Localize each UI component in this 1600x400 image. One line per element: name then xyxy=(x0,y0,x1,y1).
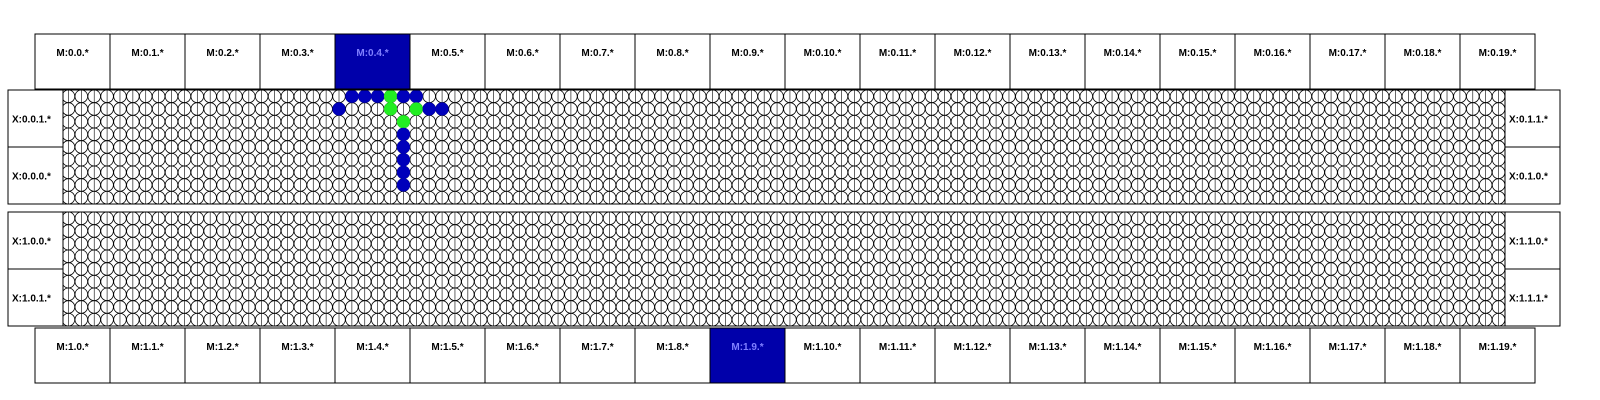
top-module-box[interactable] xyxy=(410,34,485,89)
bottom-module-box[interactable] xyxy=(35,328,110,383)
bottom-module-box[interactable] xyxy=(110,328,185,383)
bottom-module-box[interactable] xyxy=(1085,328,1160,383)
bottom-module-box[interactable] xyxy=(1160,328,1235,383)
top-module-label: M:0.7.* xyxy=(581,48,614,59)
top-module-label: M:0.1.* xyxy=(131,48,164,59)
bottom-module-label: M:1.15.* xyxy=(1178,342,1217,353)
top-module-box[interactable] xyxy=(1160,34,1235,89)
bottom-module-label: M:1.1.* xyxy=(131,342,164,353)
active-node-blue xyxy=(397,128,410,141)
top-module-label: M:0.3.* xyxy=(281,48,314,59)
bottom-module-label: M:1.18.* xyxy=(1403,342,1442,353)
top-module-box[interactable] xyxy=(560,34,635,89)
node-grid xyxy=(62,90,1505,326)
bottom-module-box-active[interactable] xyxy=(710,328,785,383)
top-module-label: M:0.11.* xyxy=(878,48,917,59)
left-connector-label: X:0.0.0.* xyxy=(12,171,51,183)
bottom-module-box[interactable] xyxy=(335,328,410,383)
bottom-module-box[interactable] xyxy=(410,328,485,383)
active-node-green xyxy=(384,90,397,103)
bottom-module-box[interactable] xyxy=(860,328,935,383)
active-node-blue xyxy=(332,102,345,115)
bottom-module-box[interactable] xyxy=(1385,328,1460,383)
bottom-module-box[interactable] xyxy=(635,328,710,383)
top-module-label: M:0.16.* xyxy=(1253,48,1292,59)
top-module-box[interactable] xyxy=(1235,34,1310,89)
bottom-module-box[interactable] xyxy=(485,328,560,383)
bottom-module-label: M:1.0.* xyxy=(56,342,89,353)
right-connector-label: X:1.1.1.* xyxy=(1509,293,1548,305)
top-module-label: M:0.14.* xyxy=(1103,48,1142,59)
top-module-label: M:0.2.* xyxy=(206,48,239,59)
top-module-label: M:0.6.* xyxy=(506,48,539,59)
top-module-label: M:0.12.* xyxy=(953,48,992,59)
bottom-module-label: M:1.4.* xyxy=(356,342,389,353)
top-module-box-active[interactable] xyxy=(335,34,410,89)
active-node-green xyxy=(397,115,410,128)
bottom-module-label: M:1.3.* xyxy=(281,342,314,353)
top-module-label: M:0.17.* xyxy=(1328,48,1367,59)
top-module-box[interactable] xyxy=(185,34,260,89)
bottom-module-label: M:1.13.* xyxy=(1028,342,1067,353)
bottom-module-label: M:1.11.* xyxy=(878,342,917,353)
top-module-label: M:0.10.* xyxy=(803,48,842,59)
left-connector-label: X:1.0.1.* xyxy=(12,293,51,305)
top-module-label: M:0.5.* xyxy=(431,48,464,59)
bottom-module-label: M:1.6.* xyxy=(506,342,539,353)
top-module-label: M:0.4.* xyxy=(356,48,389,59)
left-connector-label: X:0.0.1.* xyxy=(12,114,51,126)
top-module-label: M:0.15.* xyxy=(1178,48,1217,59)
active-node-blue xyxy=(397,178,410,191)
bottom-module-box[interactable] xyxy=(1460,328,1535,383)
top-module-box[interactable] xyxy=(785,34,860,89)
bottom-module-label: M:1.8.* xyxy=(656,342,689,353)
top-module-box[interactable] xyxy=(110,34,185,89)
bottom-module-box[interactable] xyxy=(260,328,335,383)
right-connector-label: X:1.1.0.* xyxy=(1509,236,1548,248)
bottom-module-box[interactable] xyxy=(1235,328,1310,383)
active-node-blue xyxy=(345,90,358,103)
top-module-box[interactable] xyxy=(35,34,110,89)
bottom-module-row xyxy=(35,328,1535,383)
active-node-blue xyxy=(397,166,410,179)
bottom-module-label: M:1.14.* xyxy=(1103,342,1142,353)
top-module-box[interactable] xyxy=(1085,34,1160,89)
bottom-module-label: M:1.16.* xyxy=(1253,342,1292,353)
left-connector-label: X:1.0.0.* xyxy=(12,236,51,248)
top-module-label: M:0.9.* xyxy=(731,48,764,59)
active-node-blue xyxy=(397,140,410,153)
top-module-label: M:0.18.* xyxy=(1403,48,1442,59)
bottom-module-label: M:1.10.* xyxy=(803,342,842,353)
active-node-green xyxy=(384,102,397,115)
active-node-blue xyxy=(435,102,448,115)
top-module-box[interactable] xyxy=(260,34,335,89)
bottom-module-box[interactable] xyxy=(560,328,635,383)
board-0-nodes xyxy=(62,90,1505,204)
top-module-box[interactable] xyxy=(860,34,935,89)
active-node-blue xyxy=(397,90,410,103)
top-module-box[interactable] xyxy=(1310,34,1385,89)
active-node-blue xyxy=(397,153,410,166)
bottom-module-label: M:1.7.* xyxy=(581,342,614,353)
board-1-nodes xyxy=(62,212,1505,326)
active-node-green xyxy=(410,102,423,115)
top-module-label: M:0.0.* xyxy=(56,48,89,59)
right-connector-label: X:0.1.1.* xyxy=(1509,114,1548,126)
top-module-label: M:0.13.* xyxy=(1028,48,1067,59)
bottom-module-box[interactable] xyxy=(1310,328,1385,383)
top-module-label: M:0.19.* xyxy=(1478,48,1517,59)
bottom-module-box[interactable] xyxy=(185,328,260,383)
bottom-module-label: M:1.5.* xyxy=(431,342,464,353)
top-module-box[interactable] xyxy=(935,34,1010,89)
active-node-blue xyxy=(371,90,384,103)
bottom-module-label: M:1.12.* xyxy=(953,342,992,353)
top-module-row xyxy=(35,34,1535,89)
module-rows xyxy=(35,34,1535,383)
bottom-module-label: M:1.19.* xyxy=(1478,342,1517,353)
bottom-module-label: M:1.9.* xyxy=(731,342,764,353)
top-module-box[interactable] xyxy=(635,34,710,89)
top-module-box[interactable] xyxy=(1010,34,1085,89)
bottom-module-box[interactable] xyxy=(935,328,1010,383)
bottom-module-label: M:1.17.* xyxy=(1328,342,1367,353)
active-node-blue xyxy=(358,90,371,103)
active-node-blue xyxy=(410,90,423,103)
bottom-module-label: M:1.2.* xyxy=(206,342,239,353)
bottom-module-box[interactable] xyxy=(1010,328,1085,383)
bottom-module-box[interactable] xyxy=(785,328,860,383)
active-node-blue xyxy=(423,102,436,115)
top-module-box[interactable] xyxy=(1460,34,1535,89)
top-module-label: M:0.8.* xyxy=(656,48,689,59)
top-module-box[interactable] xyxy=(1385,34,1460,89)
top-module-box[interactable] xyxy=(485,34,560,89)
right-connector-label: X:0.1.0.* xyxy=(1509,171,1548,183)
top-module-box[interactable] xyxy=(710,34,785,89)
